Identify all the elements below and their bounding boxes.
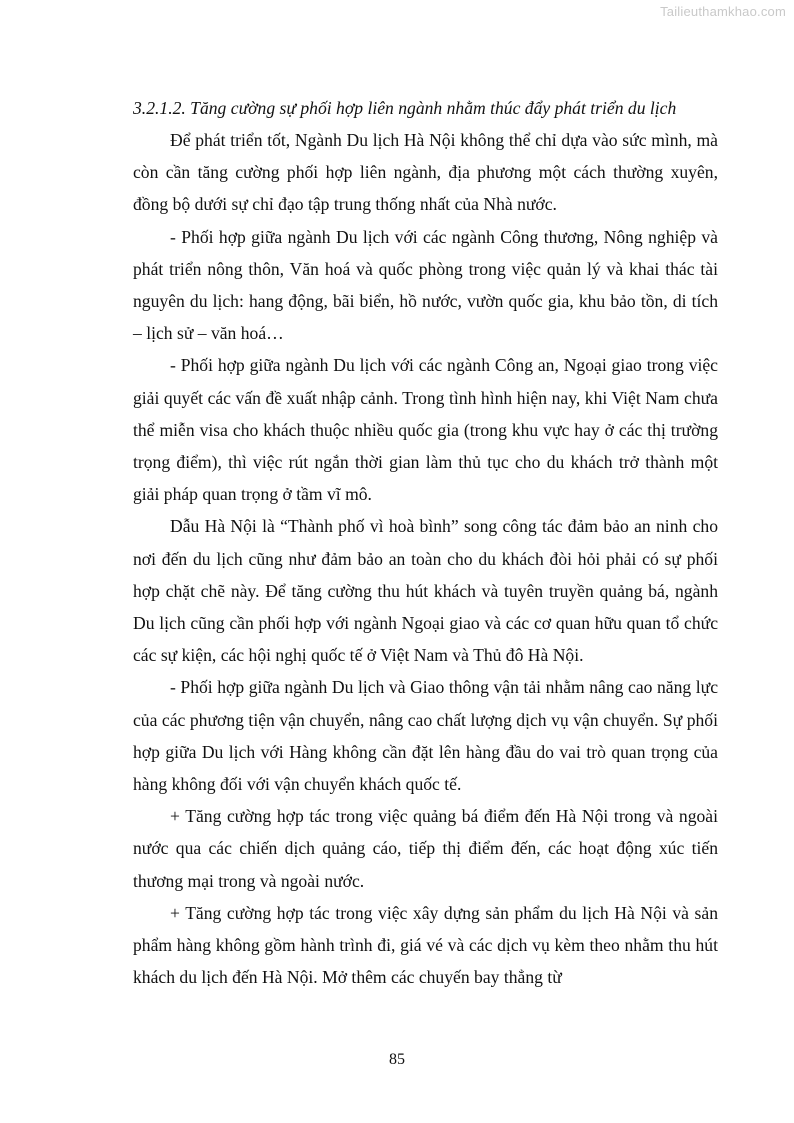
paragraph: - Phối hợp giữa ngành Du lịch và Giao thông vận tải nhằm nâng cao năng lực của các phương tiện vận chuyển, nâng cao chất lượng dịch vụ vận chuyển. Sự phối hợp giữa Du lịch với Hàng không cần đặt lên hàng đầu do vai trò quan trọng của hàng không đối với vận chuyển khách quốc tế. [133,677,718,795]
paragraph: - Phối hợp giữa ngành Du lịch với các ngành Công thương, Nông nghiệp và phát triển nông thôn, Văn hoá và quốc phòng trong việc quản lý và khai thác tài nguyên du lịch: hang động, bãi biển, hồ nước, vườn quốc gia, khu bảo tồn, di tích – lịch sử – văn hoá… [133,226,718,344]
watermark: Tailieuthamkhao.com [660,4,786,19]
paragraph: Dẫu Hà Nội là “Thành phố vì hoà bình” song công tác đảm bảo an ninh cho nơi đến du lịch cũng như đảm bảo an toàn cho du khách đòi hỏi phải có sự phối hợp chặt chẽ này. Để tăng cường thu hút khách và tuyên truyền quảng bá, ngành Du lịch cũng cần phối hợp với ngành Ngoại giao và các cơ quan hữu quan tổ chức các sự kiện, các hội nghị quốc tế ở Việt Nam và Thủ đô Hà Nội. [133,516,718,666]
paragraph: Để phát triển tốt, Ngành Du lịch Hà Nội không thể chỉ dựa vào sức mình, mà còn cần tăng cường phối hợp liên ngành, địa phương một cách thường xuyên, đồng bộ dưới sự chỉ đạo tập trung thống nhất của Nhà nước. [133,130,718,215]
page-body [133,92,718,993]
paragraph: + Tăng cường hợp tác trong việc quảng bá điểm đến Hà Nội trong và ngoài nước qua các chiến dịch quảng cáo, tiếp thị điểm đến, các hoạt động xúc tiến thương mại trong và ngoài nước. [133,806,718,891]
section-heading: 3.2.1.2. Tăng cường sự phối hợp liên ngành nhằm thúc đẩy phát triển du lịch [133,98,677,118]
page-number: 85 [389,1051,405,1068]
paragraph: - Phối hợp giữa ngành Du lịch với các ngành Công an, Ngoại giao trong việc giải quyết các vấn đề xuất nhập cảnh. Trong tình hình hiện nay, khi Việt Nam chưa thể miễn visa cho khách thuộc nhiều quốc gia (trong khu vực hay ở các thị trường trọng điểm), thì việc rút ngắn thời gian làm thủ tục cho du khách trở thành một giải pháp quan trọng ở tầm vĩ mô. [133,355,718,505]
paragraph: + Tăng cường hợp tác trong việc xây dựng sản phẩm du lịch Hà Nội và sản phẩm hàng không gồm hành trình đi, giá vé và các dịch vụ kèm theo nhằm thu hút khách du lịch đến Hà Nội. Mở thêm các chuyến bay thẳng từ [133,902,718,988]
